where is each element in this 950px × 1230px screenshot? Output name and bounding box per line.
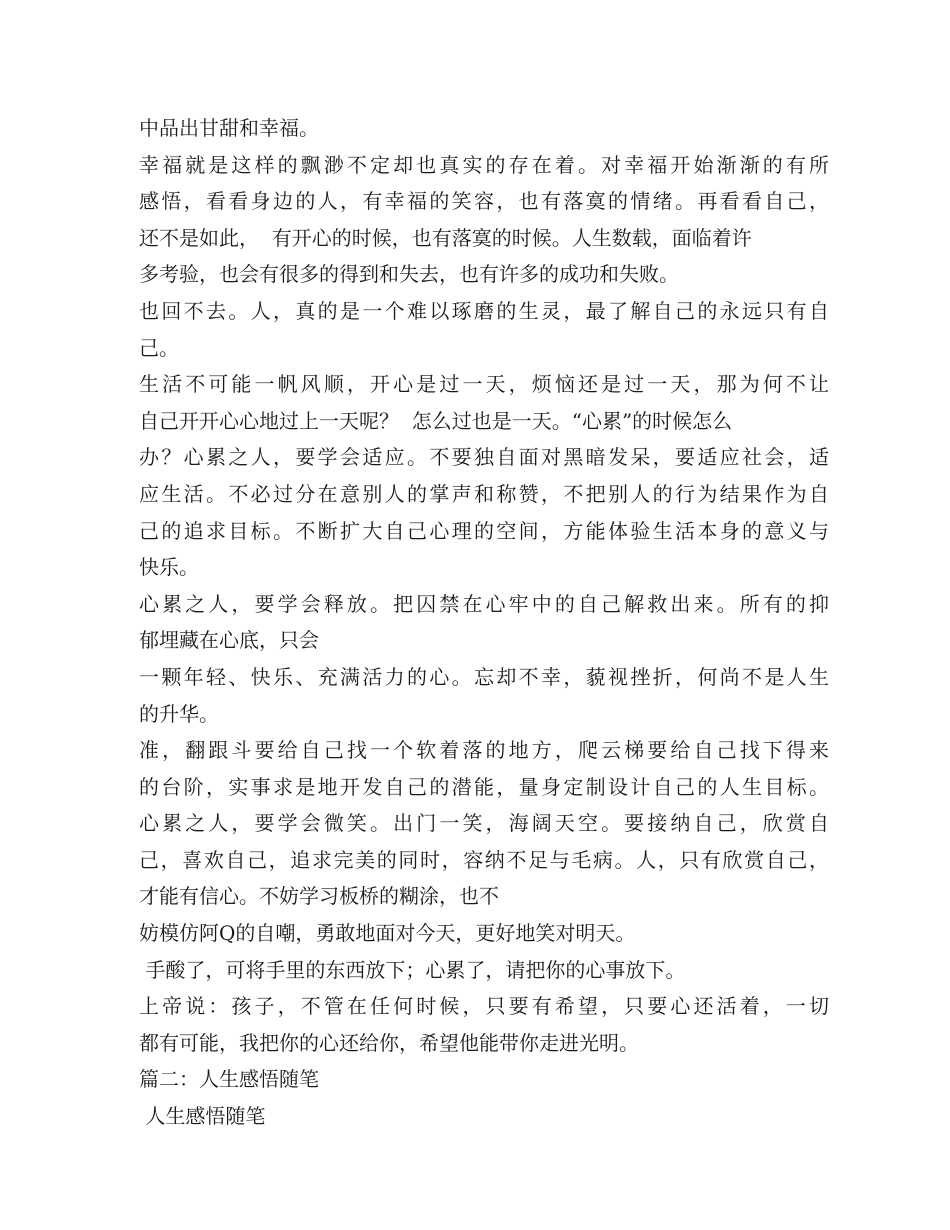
text-line: 自己开开心心地过上一天呢？ 怎么过也是一天。“心累”的时候怎么	[139, 408, 733, 433]
text-line: 都有可能，我把你的心还给你，希望他能带你走进光明。	[139, 1030, 639, 1055]
text-line: 感悟，看看身边的人，有幸福的笑容，也有落寞的情绪。再看看自己，	[139, 189, 829, 214]
text-line: 准，翻跟斗要给自己找一个软着落的地方，爬云梯要给自己找下得来	[139, 738, 829, 763]
text-line: 应生活。不必过分在意别人的掌声和称赞，不把别人的行为结果作为自	[139, 481, 829, 506]
text-line: 才能有信心。不妨学习板桥的糊涂，也不	[139, 884, 499, 909]
text-line: 快乐。	[139, 555, 199, 580]
text-line: 也回不去。人，真的是一个难以琢磨的生灵，最了解自己的永远只有自	[139, 298, 829, 323]
text-line: 办？心累之人，要学会适应。不要独自面对黑暗发呆，要适应社会，适	[139, 445, 829, 470]
text-line: 心累之人，要学会微笑。出门一笑，海阔天空。要接纳自己，欣赏自	[139, 811, 829, 836]
text-line: 上帝说：孩子，不管在任何时候，只要有希望，只要心还活着，一切	[139, 994, 829, 1019]
text-line: 己，喜欢自己，追求完美的同时，容纳不足与毛病。人，只有欣赏自己，	[139, 847, 829, 872]
text-line: 的升华。	[139, 701, 219, 726]
text-line: 幸福就是这样的飘渺不定却也真实的存在着。对幸福开始渐渐的有所	[139, 152, 829, 177]
text-line: 生活不可能一帆风顺，开心是过一天，烦恼还是过一天，那为何不让	[139, 372, 829, 397]
text-line: 己。	[139, 335, 179, 360]
text-line: 己的追求目标。不断扩大自己心理的空间，方能体验生活本身的意义与	[139, 518, 829, 543]
text-line: 心累之人，要学会释放。把囚禁在心牢中的自己解救出来。所有的抑	[139, 591, 829, 616]
text-line: 的台阶，实事求是地开发自己的潜能，量身定制设计自己的人生目标。	[139, 774, 829, 799]
section-heading: 篇二：人生感悟随笔	[139, 1067, 319, 1092]
text-line: 还不是如此， 有开心的时候，也有落寞的时候。人生数载，面临着许	[139, 225, 752, 250]
text-line: 多考验，也会有很多的得到和失去，也有许多的成功和失败。	[139, 262, 679, 287]
section-subheading: 人生感悟随笔	[139, 1104, 266, 1129]
text-line: 一颗年轻、快乐、充满活力的心。忘却不幸，藐视挫折，何尚不是人生	[139, 664, 829, 689]
text-line: 中品出甘甜和幸福。	[139, 116, 319, 140]
document-body-text	[139, 110, 829, 1135]
text-line: 手酸了，可将手里的东西放下；心累了，请把你的心事放下。	[139, 957, 686, 982]
text-line: 妨模仿阿Q的自嘲，勇敢地面对今天，更好地笑对明天。	[139, 921, 636, 946]
text-line: 郁埋藏在心底，只会	[139, 628, 319, 653]
